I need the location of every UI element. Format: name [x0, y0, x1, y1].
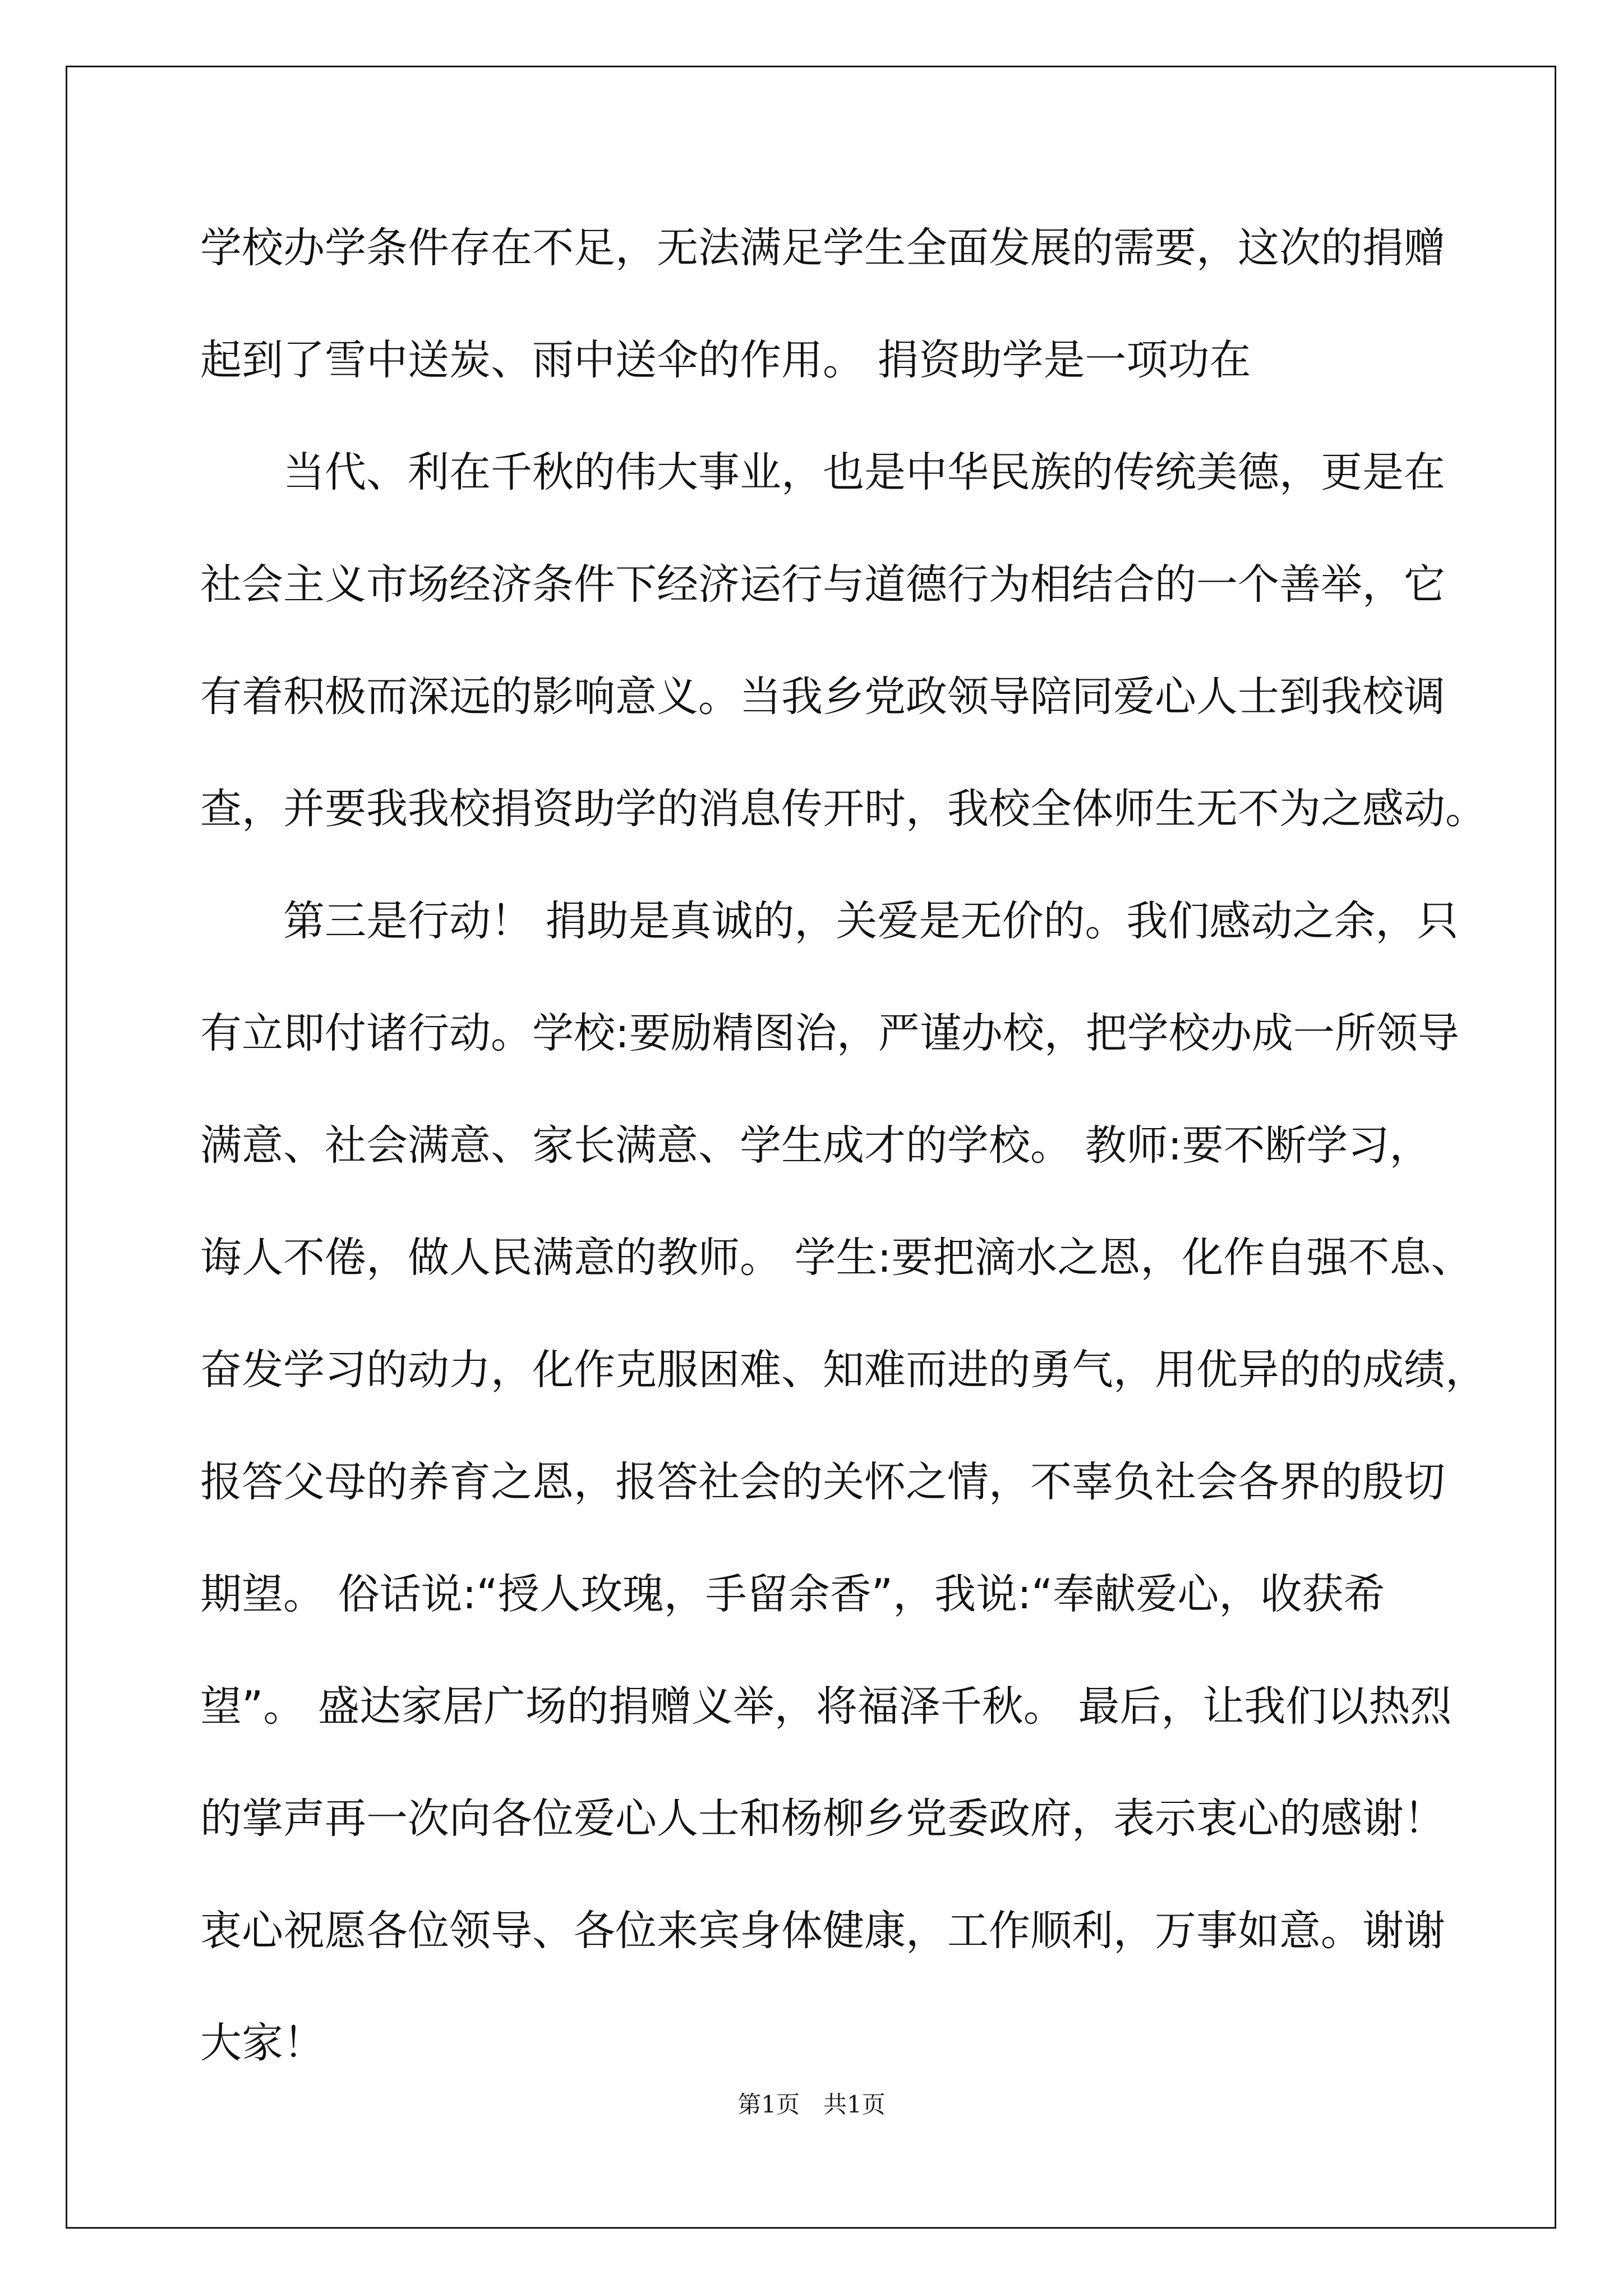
- text-line: 大家！: [200, 2019, 325, 2067]
- text-line: 奋发学习的动力，化作克服困难、知难而进的勇气，用优异的的成绩，: [200, 1346, 1487, 1394]
- text-line: 望”。 盛达家居广场的捐赠义举，将福泽千秋。 最后，让我们以热烈: [200, 1682, 1452, 1731]
- text-line: 当代、利在千秋的伟大事业，也是中华民族的传统美德，更是在: [200, 448, 1445, 496]
- text-line: 满意、社会满意、家长满意、学生成才的学校。 教师:要不断学习，: [200, 1121, 1431, 1170]
- text-line: 有立即付诸行动。学校:要励精图治，严谨办校，把学校办成一所领导: [200, 1009, 1459, 1057]
- text-line: 诲人不倦，做人民满意的教师。 学生:要把滴水之恩，化作自强不息、: [200, 1234, 1473, 1282]
- text-line: 的掌声再一次向各位爱心人士和杨柳乡党委政府，表示衷心的感谢！: [200, 1795, 1445, 1843]
- page-number-footer: 第1页 共1页: [737, 2091, 886, 2118]
- text-line: 第三是行动！ 捐助是真诚的，关爱是无价的。我们感动之余，只: [200, 897, 1459, 945]
- text-line: 社会主义市场经济条件下经济运行与道德行为相结合的一个善举，它: [200, 560, 1445, 609]
- text-line: 报答父母的养育之恩，报答社会的关怀之情，不辜负社会各界的殷切: [200, 1458, 1445, 1506]
- text-line: 查，并要我我校捐资助学的消息传开时，我校全体师生无不为之感动。: [200, 785, 1487, 833]
- text-line: 有着积极而深远的影响意义。当我乡党政领导陪同爱心人士到我校调: [200, 673, 1445, 721]
- text-line: 期望。 俗话说:“授人玫瑰，手留余香”，我说:“奉献爱心，收获希: [200, 1570, 1385, 1618]
- text-line: 学校办学条件存在不足，无法满足学生全面发展的需要，这次的捐赠: [200, 224, 1445, 272]
- text-line: 起到了雪中送炭、雨中送伞的作用。 捐资助学是一项功在: [200, 336, 1251, 384]
- text-line: 衷心祝愿各位领导、各位来宾身体健康，工作顺利，万事如意。谢谢: [200, 1907, 1445, 1955]
